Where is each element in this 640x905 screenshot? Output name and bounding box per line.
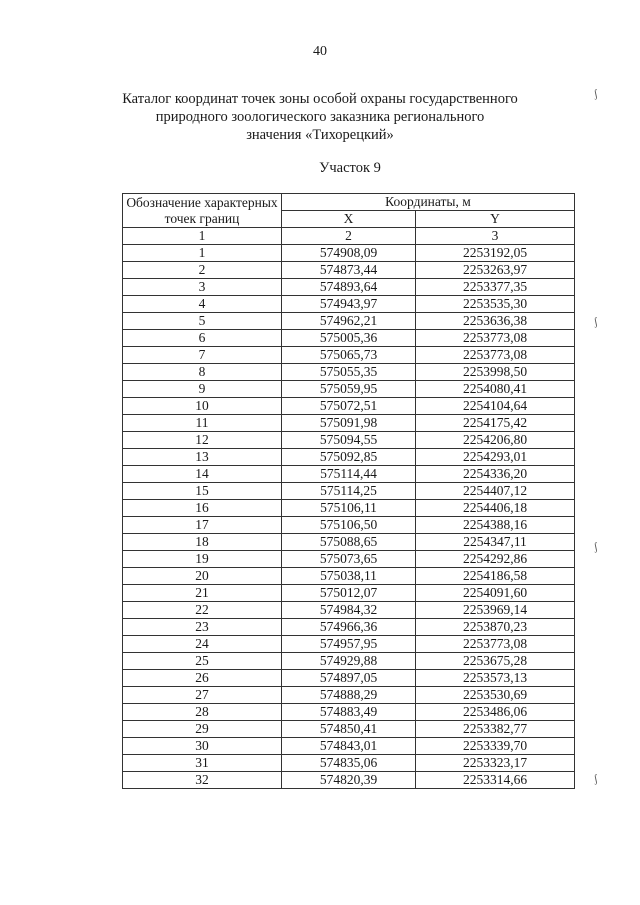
x-cell: 575073,65 — [282, 551, 416, 568]
x-cell: 574966,36 — [282, 619, 416, 636]
x-cell: 574893,64 — [282, 279, 416, 296]
y-cell: 2253263,97 — [416, 262, 575, 279]
table-row — [123, 653, 575, 670]
x-cell: 575012,07 — [282, 585, 416, 602]
header-coords: Координаты, м — [282, 194, 575, 211]
point-cell: 28 — [123, 704, 282, 721]
y-cell: 2253573,13 — [416, 670, 575, 687]
x-cell: 574943,97 — [282, 296, 416, 313]
y-cell: 2253998,50 — [416, 364, 575, 381]
table-row — [123, 772, 575, 789]
y-cell: 2254292,86 — [416, 551, 575, 568]
x-cell: 574984,32 — [282, 602, 416, 619]
table-row — [123, 619, 575, 636]
y-cell: 2254175,42 — [416, 415, 575, 432]
x-cell: 575059,95 — [282, 381, 416, 398]
x-cell: 575088,65 — [282, 534, 416, 551]
point-cell: 22 — [123, 602, 282, 619]
title-line-2: природного зоологического заказника регионального — [155, 109, 485, 125]
y-cell: 2253773,08 — [416, 330, 575, 347]
x-cell: 575106,11 — [282, 500, 416, 517]
table-row — [123, 670, 575, 687]
page-number: 40 — [313, 44, 327, 59]
x-cell: 574962,21 — [282, 313, 416, 330]
x-cell: 574908,09 — [282, 245, 416, 262]
point-cell: 4 — [123, 296, 282, 313]
point-cell: 1 — [123, 245, 282, 262]
point-cell: 29 — [123, 721, 282, 738]
margin-mark: ʃ — [592, 772, 599, 786]
y-cell: 2253314,66 — [416, 772, 575, 789]
x-cell: 575065,73 — [282, 347, 416, 364]
point-cell: 25 — [123, 653, 282, 670]
header-x: X — [282, 211, 416, 228]
x-cell: 574873,44 — [282, 262, 416, 279]
point-cell: 18 — [123, 534, 282, 551]
y-cell: 2253339,70 — [416, 738, 575, 755]
y-cell: 2254406,18 — [416, 500, 575, 517]
point-cell: 17 — [123, 517, 282, 534]
y-cell: 2254091,60 — [416, 585, 575, 602]
x-cell: 574897,05 — [282, 670, 416, 687]
x-cell: 575092,85 — [282, 449, 416, 466]
x-cell: 575072,51 — [282, 398, 416, 415]
y-cell: 2254388,16 — [416, 517, 575, 534]
table-row — [123, 534, 575, 551]
table-row — [123, 381, 575, 398]
table-row — [123, 432, 575, 449]
point-cell: 12 — [123, 432, 282, 449]
table-row — [123, 449, 575, 466]
y-cell: 2254347,11 — [416, 534, 575, 551]
table-row — [123, 738, 575, 755]
table-row — [123, 466, 575, 483]
col-number: 1 — [123, 228, 282, 245]
point-cell: 16 — [123, 500, 282, 517]
x-cell: 574929,88 — [282, 653, 416, 670]
point-cell: 10 — [123, 398, 282, 415]
x-cell: 575005,36 — [282, 330, 416, 347]
point-cell: 26 — [123, 670, 282, 687]
table-row — [123, 636, 575, 653]
x-cell: 574957,95 — [282, 636, 416, 653]
y-cell: 2253323,17 — [416, 755, 575, 772]
point-cell: 30 — [123, 738, 282, 755]
table-row — [123, 296, 575, 313]
table-row — [123, 721, 575, 738]
x-cell: 575106,50 — [282, 517, 416, 534]
document-title — [110, 90, 530, 144]
table-row — [123, 602, 575, 619]
x-cell: 575055,35 — [282, 364, 416, 381]
y-cell: 2253675,28 — [416, 653, 575, 670]
y-cell: 2254080,41 — [416, 381, 575, 398]
point-cell: 21 — [123, 585, 282, 602]
point-cell: 11 — [123, 415, 282, 432]
table-body — [123, 245, 575, 789]
table-row — [123, 313, 575, 330]
point-cell: 20 — [123, 568, 282, 585]
y-cell: 2253486,06 — [416, 704, 575, 721]
x-cell: 574835,06 — [282, 755, 416, 772]
y-cell: 2253535,30 — [416, 296, 575, 313]
point-cell: 7 — [123, 347, 282, 364]
point-cell: 3 — [123, 279, 282, 296]
y-cell: 2253773,08 — [416, 347, 575, 364]
x-cell: 575038,11 — [282, 568, 416, 585]
x-cell: 574820,39 — [282, 772, 416, 789]
margin-mark: ʃ — [592, 540, 599, 554]
table-row — [123, 704, 575, 721]
point-cell: 6 — [123, 330, 282, 347]
section-title: Участок 9 — [319, 160, 381, 176]
table-row — [123, 415, 575, 432]
point-cell: 8 — [123, 364, 282, 381]
point-cell: 19 — [123, 551, 282, 568]
x-cell: 575094,55 — [282, 432, 416, 449]
x-cell: 575091,98 — [282, 415, 416, 432]
header-point: Обозначение характерных точек границ — [123, 194, 282, 228]
col-number: 3 — [416, 228, 575, 245]
y-cell: 2254104,64 — [416, 398, 575, 415]
point-cell: 5 — [123, 313, 282, 330]
margin-mark: ʃ — [592, 87, 599, 101]
y-cell: 2254293,01 — [416, 449, 575, 466]
y-cell: 2253192,05 — [416, 245, 575, 262]
y-cell: 2253382,77 — [416, 721, 575, 738]
table-row — [123, 483, 575, 500]
point-cell: 9 — [123, 381, 282, 398]
x-cell: 574883,49 — [282, 704, 416, 721]
table-row — [123, 517, 575, 534]
title-line-3: значения «Тихорецкий» — [246, 127, 394, 143]
y-cell: 2254186,58 — [416, 568, 575, 585]
table-row — [123, 568, 575, 585]
point-cell: 2 — [123, 262, 282, 279]
y-cell: 2253773,08 — [416, 636, 575, 653]
point-cell: 27 — [123, 687, 282, 704]
table-row — [123, 364, 575, 381]
y-cell: 2253969,14 — [416, 602, 575, 619]
y-cell: 2253870,23 — [416, 619, 575, 636]
header-y: Y — [416, 211, 575, 228]
table-row — [123, 687, 575, 704]
table-row — [123, 245, 575, 262]
table-row — [123, 347, 575, 364]
point-cell: 15 — [123, 483, 282, 500]
point-cell: 13 — [123, 449, 282, 466]
point-cell: 32 — [123, 772, 282, 789]
table-row — [123, 279, 575, 296]
table-row — [123, 551, 575, 568]
coordinates-table — [122, 193, 575, 789]
x-cell: 574888,29 — [282, 687, 416, 704]
point-cell: 23 — [123, 619, 282, 636]
y-cell: 2253377,35 — [416, 279, 575, 296]
x-cell: 574850,41 — [282, 721, 416, 738]
point-cell: 14 — [123, 466, 282, 483]
margin-mark: ʃ — [592, 315, 599, 329]
y-cell: 2253636,38 — [416, 313, 575, 330]
table-row — [123, 330, 575, 347]
x-cell: 575114,25 — [282, 483, 416, 500]
table-row — [123, 398, 575, 415]
x-cell: 575114,44 — [282, 466, 416, 483]
table-row — [123, 755, 575, 772]
y-cell: 2254206,80 — [416, 432, 575, 449]
point-cell: 24 — [123, 636, 282, 653]
title-line-1: Каталог координат точек зоны особой охраны государственного — [122, 91, 518, 107]
x-cell: 574843,01 — [282, 738, 416, 755]
table-row — [123, 585, 575, 602]
table-row — [123, 262, 575, 279]
point-cell: 31 — [123, 755, 282, 772]
table-row — [123, 500, 575, 517]
y-cell: 2254407,12 — [416, 483, 575, 500]
col-number: 2 — [282, 228, 416, 245]
y-cell: 2253530,69 — [416, 687, 575, 704]
y-cell: 2254336,20 — [416, 466, 575, 483]
